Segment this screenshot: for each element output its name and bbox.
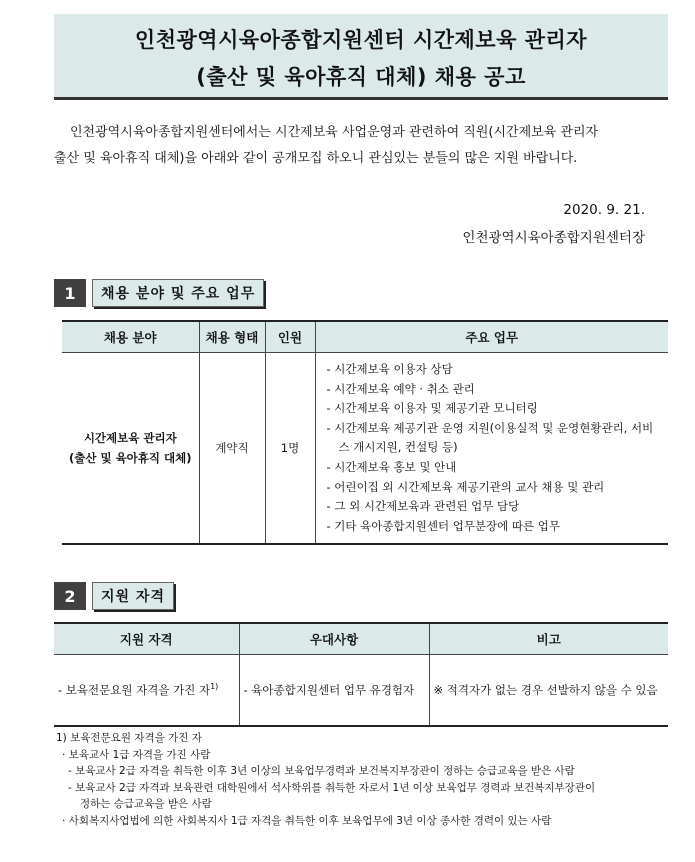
position-cell (62, 353, 199, 545)
duty-item: - 기타 육아종합지원센터 업무분장에 따른 업무 (326, 518, 560, 533)
qualification-cell (54, 655, 239, 727)
job-header-duties: 주요 업무 (315, 321, 668, 353)
job-header-headcount: 인원 (265, 321, 315, 353)
note-header: 비고 (429, 623, 668, 655)
duties-list (317, 354, 668, 542)
intro-line-1: 인천광역시육아종합지원센터에서는 시간제보육 사업운영과 관련하여 직원(시간제보육 관리자 (70, 125, 599, 140)
job-header-field: 채용 분야 (62, 321, 199, 353)
duty-item: - 시간제보육 예약 · 취소 관리 (326, 381, 475, 396)
footnotes (56, 730, 668, 829)
duty-item: - 어린이집 외 시간제보육 제공기관의 교사 채용 및 관리 (326, 479, 605, 494)
signer: 인천광역시육아종합지원센터장 (462, 230, 645, 246)
footnote-item-line1: - 보육교사 2급 자격과 보육관련 대학원에서 석사학위를 취득한 자로서 1년 이상 보육업무 경력과 보건복지부장관이 (68, 781, 596, 794)
section-2-heading (54, 582, 174, 610)
section-1-heading (54, 279, 264, 307)
note-cell: ※ 적격자가 없는 경우 선발하지 않을 수 있음 (429, 655, 668, 727)
headcount: 1명 (265, 353, 315, 545)
duty-item: - 시간제보육 이용자 상담 (326, 362, 453, 376)
section-1-number: 1 (54, 279, 86, 307)
intro-line-2: 출산 및 육아휴직 대체)을 아래와 같이 공개모집 하오니 관심있는 분들의 많은 지원 바랍니다. (54, 151, 578, 166)
preference-cell: - 육아종합지원센터 업무 유경험자 (239, 655, 429, 727)
duty-item: - 시간제보육 이용자 및 제공기관 모니터링 (326, 401, 538, 416)
footnote-item: · 보육교사 1급 자격을 가진 사람 (62, 748, 211, 761)
footnote-item-line2: 정하는 승급교육을 받은 사람 (80, 798, 212, 810)
duties-cell (315, 353, 668, 545)
footnote-ref: 1) (210, 682, 219, 692)
job-table (62, 320, 668, 545)
announcement-date: 2020. 9. 21. (563, 202, 645, 218)
section-2-number: 2 (54, 582, 86, 610)
position-line-2: (출산 및 육아휴직 대체) (68, 451, 192, 466)
qualification-table (54, 622, 668, 727)
duty-item: - 그 외 시간제보육과 관련된 업무 담당 (326, 499, 520, 514)
section-1-label: 채용 분야 및 주요 업무 (92, 279, 264, 307)
qualification-text: - 보육전문요원 자격을 가진 자 (58, 683, 211, 697)
title-line-1: 인천광역시육아종합지원센터 시간제보육 관리자 (134, 28, 588, 52)
section-2-label: 지원 자격 (92, 582, 174, 610)
employment-type: 계약직 (199, 353, 265, 545)
duty-item: - 시간제보육 홍보 및 안내 (326, 459, 457, 474)
footnote-title: 1) 보육전문요원 자격을 가진 자 (56, 732, 202, 744)
duty-item: - 시간제보육 제공기관 운영 지원(이용실적 및 운영현황관리, 서비스 개시지원, 컨설팅 등) (326, 420, 654, 455)
footnote-item: · 사회복지사업법에 의한 사회복지사 1급 자격을 취득한 이후 보육업무에 3년 이상 종사한 경력이 있는 사람 (62, 814, 552, 827)
job-header-type: 채용 형태 (199, 321, 265, 353)
qual-header: 지원 자격 (54, 623, 239, 655)
footnote-item: - 보육교사 2급 자격을 취득한 이후 3년 이상의 보육업무경력과 보건복지부장관이 정하는 승급교육을 받은 사람 (68, 765, 575, 777)
title-line-2: (출산 및 육아휴직 대체) 채용 공고 (196, 65, 526, 89)
intro-paragraph (54, 120, 650, 172)
footnote-item-multiline (56, 780, 668, 813)
title-banner (54, 14, 668, 100)
pref-header: 우대사항 (239, 623, 429, 655)
position-line-1: 시간제보육 관리자 (83, 431, 177, 446)
